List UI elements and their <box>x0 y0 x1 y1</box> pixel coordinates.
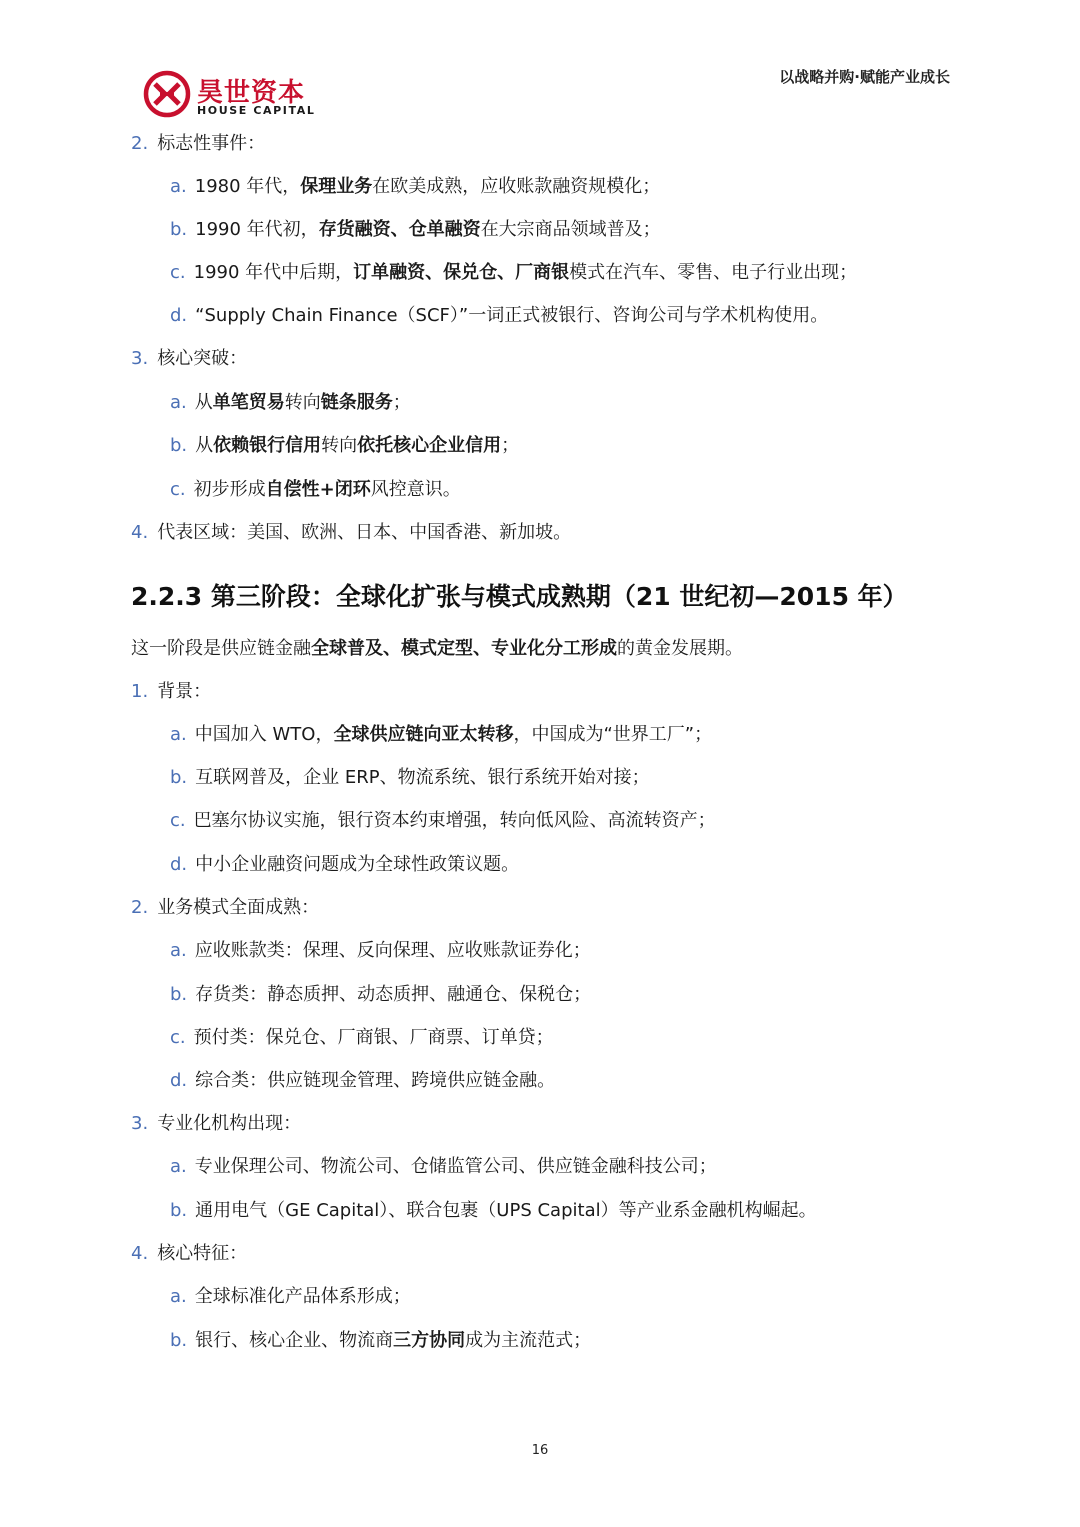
list-item <box>170 852 519 878</box>
list-item <box>170 1328 591 1354</box>
text-span: ，中国成为“世界工厂”； <box>513 724 713 745</box>
text-span: 模式在汽车、零售、电子行业出现； <box>569 262 858 283</box>
bold-text: 存货融资、仓单融资 <box>318 219 481 240</box>
list-item <box>170 1154 717 1180</box>
list-item <box>131 346 247 372</box>
text-span: 专业保理公司、物流公司、仓储监管公司、供应链金融科技公司； <box>194 1156 717 1177</box>
text-span: 巴塞尔协议实施，银行资本约束增强，转向低风险、高流转资产； <box>193 810 716 831</box>
list-marker: b. <box>170 1330 188 1351</box>
list-marker: 2. <box>131 897 149 918</box>
list-marker: a. <box>170 940 187 961</box>
bold-text: 订单融资、保兑仓、厂商银 <box>353 262 570 283</box>
text-span: 中国加入 WTO， <box>194 724 334 745</box>
section-heading: 2.2.3 第三阶段：全球化扩张与模式成熟期（21 世纪初—2015 年） <box>131 582 908 611</box>
list-marker: 2. <box>131 133 149 154</box>
list-item <box>131 1241 247 1267</box>
list-marker: d. <box>170 305 188 326</box>
list-marker: c. <box>170 1027 186 1048</box>
text-span: ； <box>392 392 411 413</box>
logo-chinese-name: 昊世资本 <box>197 78 306 108</box>
company-logo <box>143 70 316 122</box>
bold-text: 自偿性+闭环 <box>265 479 371 500</box>
bold-text: 链条服务 <box>320 392 393 413</box>
bold-text: 三方协同 <box>393 1330 466 1351</box>
text-span: 从 <box>194 392 213 413</box>
list-item <box>170 217 661 243</box>
text-span: 预付类：保兑仓、厂商银、厂商票、订单贷； <box>193 1027 554 1048</box>
intro-paragraph <box>131 636 743 662</box>
bold-text: 全球供应链向亚太转移 <box>333 724 514 745</box>
list-marker: 4. <box>131 522 149 543</box>
list-marker: 3. <box>131 348 149 369</box>
text-span: 综合类：供应链现金管理、跨境供应链金融。 <box>195 1070 556 1091</box>
text-span: 这一阶段是供应链金融 <box>131 638 311 659</box>
list-marker: a. <box>170 1156 187 1177</box>
list-marker: c. <box>170 810 186 831</box>
list-marker: b. <box>170 767 188 788</box>
text-span: 转向 <box>321 435 358 456</box>
text-span: ； <box>501 435 520 456</box>
logo-emblem-icon <box>143 70 191 118</box>
list-item <box>170 722 712 748</box>
list-item <box>170 433 519 459</box>
bold-text: 依赖银行信用 <box>213 435 322 456</box>
text-span: 在大宗商品领域普及； <box>480 219 661 240</box>
bold-text: 依托核心企业信用 <box>357 435 502 456</box>
bold-text: 保理业务 <box>300 176 373 197</box>
list-item <box>170 174 660 200</box>
text-span: “Supply Chain Finance（SCF）”一词正式被银行、咨询公司与学术机构使用。 <box>195 305 829 326</box>
list-marker: 3. <box>131 1113 149 1134</box>
list-item <box>170 1198 817 1224</box>
list-item <box>170 390 411 416</box>
list-marker: b. <box>170 435 188 456</box>
list-item-title: 业务模式全面成熟： <box>157 897 320 918</box>
text-span: 中小企业融资问题成为全球性政策议题。 <box>195 854 520 875</box>
list-marker: b. <box>170 219 188 240</box>
list-item <box>170 982 591 1008</box>
text-span: 1990 年代中后期， <box>193 262 354 283</box>
list-item <box>170 260 857 286</box>
text-span: 在欧美成熟，应收账款融资规模化； <box>372 176 661 197</box>
text-span: 风控意识。 <box>370 479 461 500</box>
list-item <box>131 131 265 157</box>
list-marker: c. <box>170 262 186 283</box>
bold-text: 全球普及、模式定型、专业化分工形成 <box>311 638 617 659</box>
list-item <box>170 808 716 834</box>
list-item <box>170 477 461 503</box>
list-marker: b. <box>170 984 188 1005</box>
logo-english-name: HOUSE CAPITAL <box>197 104 316 117</box>
list-marker: d. <box>170 1070 188 1091</box>
text-span: 应收账款类：保理、反向保理、应收账款证券化； <box>194 940 591 961</box>
text-span: 从 <box>195 435 214 456</box>
header-slogan: 以战略并购·赋能产业成长 <box>779 68 950 86</box>
list-item-title: 专业化机构出现： <box>157 1113 302 1134</box>
list-item <box>170 1284 411 1310</box>
text-span: 存货类：静态质押、动态质押、融通仓、保税仓； <box>195 984 592 1005</box>
list-item-title: 背景： <box>157 681 212 702</box>
list-item <box>170 765 650 791</box>
list-marker: a. <box>170 176 187 197</box>
list-marker: a. <box>170 392 187 413</box>
page-header <box>0 0 1080 130</box>
list-marker: a. <box>170 1286 187 1307</box>
text-span: 成为主流范式； <box>465 1330 592 1351</box>
text-span: 通用电气（GE Capital）、联合包裹（UPS Capital）等产业系金融机构崛起。 <box>195 1200 817 1221</box>
list-item <box>131 520 571 546</box>
list-item <box>170 1025 554 1051</box>
text-span: 1990 年代初， <box>195 219 319 240</box>
list-item <box>131 1111 301 1137</box>
list-item-title: 核心特征： <box>157 1243 248 1264</box>
list-marker: 1. <box>131 681 149 702</box>
list-marker: b. <box>170 1200 188 1221</box>
list-item <box>170 938 591 964</box>
page-number: 16 <box>531 1443 549 1458</box>
list-item-title: 标志性事件： <box>157 133 266 154</box>
text-span: 1980 年代， <box>194 176 301 197</box>
list-marker: a. <box>170 724 187 745</box>
text-span: 互联网普及，企业 ERP、物流系统、银行系统开始对接； <box>195 767 650 788</box>
list-item-title: 核心突破： <box>157 348 248 369</box>
text-span: 转向 <box>284 392 321 413</box>
bold-text: 单笔贸易 <box>212 392 285 413</box>
text-span: 银行、核心企业、物流商 <box>195 1330 394 1351</box>
text-span: 的黄金发展期。 <box>617 638 743 659</box>
list-item <box>131 895 319 921</box>
text-span: 代表区域：美国、欧洲、日本、中国香港、新加坡。 <box>157 522 572 543</box>
list-marker: d. <box>170 854 188 875</box>
text-span: 全球标准化产品体系形成； <box>194 1286 411 1307</box>
list-marker: 4. <box>131 1243 149 1264</box>
text-span: 初步形成 <box>193 479 266 500</box>
list-item <box>170 303 828 329</box>
list-item <box>170 1068 555 1094</box>
list-marker: c. <box>170 479 186 500</box>
list-item <box>131 679 211 705</box>
